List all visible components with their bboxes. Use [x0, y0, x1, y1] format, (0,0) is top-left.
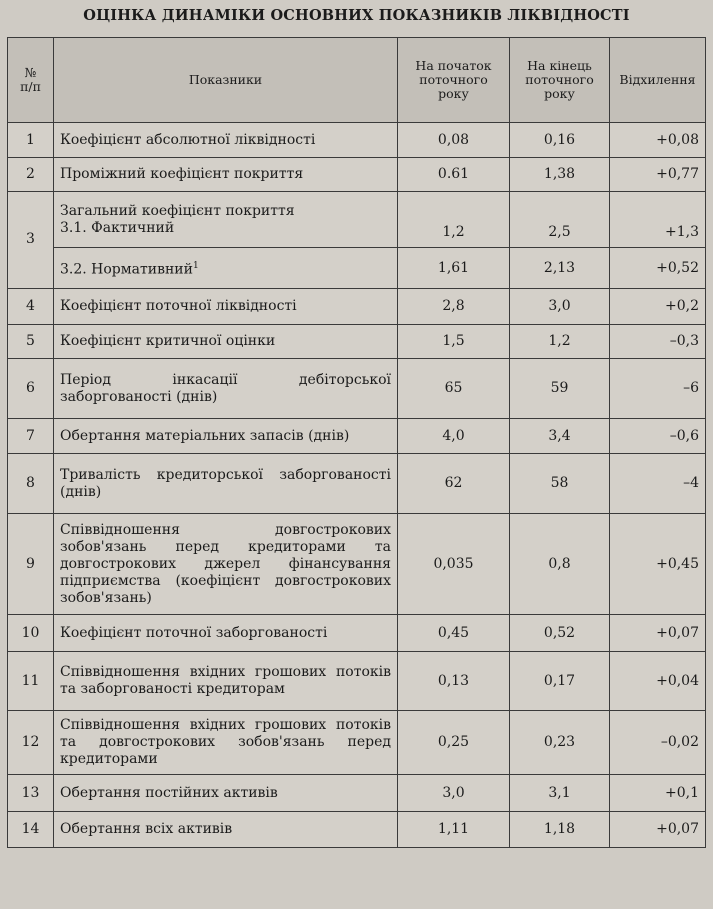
table-row	[8, 454, 706, 514]
row-indicator: Коефіцієнт абсолютної ліквідності	[54, 123, 398, 158]
row-number: 4	[8, 289, 54, 325]
row-indicator: Співвідношення вхідних грошових потоків та заборгованості кредиторам	[54, 652, 398, 711]
table-title: ОЦІНКА ДИНАМІКИ ОСНОВНИХ ПОКАЗНИКІВ ЛІКВІДНОСТІ	[83, 7, 630, 24]
table-row	[8, 652, 706, 711]
row-deviation: +0,1	[610, 775, 706, 812]
footnote-mark: 1	[192, 260, 199, 271]
table-row	[8, 123, 706, 158]
row-deviation: +0,07	[610, 812, 706, 848]
row-end-value: 3,4	[510, 419, 610, 454]
row-end-value: 1,2	[510, 325, 610, 359]
row-indicator: Загальний коефіцієнт покриття 3.1. Фактичний	[54, 192, 398, 248]
row-indicator: Коефіцієнт поточної заборгованості	[54, 615, 398, 652]
row-deviation: –6	[610, 359, 706, 419]
row-number: 14	[8, 812, 54, 848]
row-start-value: 3,0	[398, 775, 510, 812]
row-end-value: 0,23	[510, 711, 610, 775]
table-row	[8, 812, 706, 848]
row-indicator: Проміжний коефіцієнт покриття	[54, 158, 398, 192]
table-row	[8, 514, 706, 615]
row-number: 11	[8, 652, 54, 711]
header-start: На початок поточного року	[398, 38, 510, 123]
row-number: 10	[8, 615, 54, 652]
row-indicator: Обертання постійних активів	[54, 775, 398, 812]
header-indicator: Показники	[54, 38, 398, 123]
row-number: 5	[8, 325, 54, 359]
row-indicator	[54, 248, 398, 289]
row-indicator: Обертання матеріальних запасів (днів)	[54, 419, 398, 454]
row-number: 1	[8, 123, 54, 158]
row-start-value: 0,25	[398, 711, 510, 775]
row-indicator: Тривалість кредиторської заборгованості (днів)	[54, 454, 398, 514]
table-row	[8, 289, 706, 325]
row-end-value: 2,13	[510, 248, 610, 289]
row-number: 6	[8, 359, 54, 419]
row-end-value: 2,5	[510, 192, 610, 248]
row-start-value: 0,035	[398, 514, 510, 615]
row-end-value: 1,38	[510, 158, 610, 192]
table-row	[8, 775, 706, 812]
row-deviation: –4	[610, 454, 706, 514]
row-start-value: 0,13	[398, 652, 510, 711]
row-number: 12	[8, 711, 54, 775]
row-number: 8	[8, 454, 54, 514]
row-indicator-text: 3.2. Нормативний	[60, 261, 193, 278]
row-deviation: –0,02	[610, 711, 706, 775]
header-deviation: Відхилення	[610, 38, 706, 123]
table-row	[8, 192, 706, 248]
row-start-value: 0,08	[398, 123, 510, 158]
header-end: На кінець поточного року	[510, 38, 610, 123]
row-deviation: +0,77	[610, 158, 706, 192]
row-start-value: 65	[398, 359, 510, 419]
row-end-value: 0,52	[510, 615, 610, 652]
row-start-value: 2,8	[398, 289, 510, 325]
row-indicator: Співвідношення довгострокових зобов'язань перед кредиторами та довгострокових джерел фінансування підприємства (коефіцієнт довгострокових зобов'язань)	[54, 514, 398, 615]
row-end-value: 0,17	[510, 652, 610, 711]
row-end-value: 3,1	[510, 775, 610, 812]
row-end-value: 0,16	[510, 123, 610, 158]
row-deviation: +0,04	[610, 652, 706, 711]
row-indicator: Коефіцієнт критичної оцінки	[54, 325, 398, 359]
row-start-value: 1,61	[398, 248, 510, 289]
row-deviation: –0,3	[610, 325, 706, 359]
row-number: 9	[8, 514, 54, 615]
row-indicator: Коефіцієнт поточної ліквідності	[54, 289, 398, 325]
row-end-value: 59	[510, 359, 610, 419]
row-deviation: +0,2	[610, 289, 706, 325]
row-indicator: Співвідношення вхідних грошових потоків та довгострокових зобов'язань перед кредиторами	[54, 711, 398, 775]
table-row	[8, 711, 706, 775]
row-start-value: 62	[398, 454, 510, 514]
row-start-value: 1,11	[398, 812, 510, 848]
header-row	[8, 38, 706, 123]
row-deviation: +0,45	[610, 514, 706, 615]
row-start-value: 1,5	[398, 325, 510, 359]
table-row	[8, 248, 706, 289]
header-num: № п/п	[8, 38, 54, 123]
table-row	[8, 615, 706, 652]
row-start-value: 0.61	[398, 158, 510, 192]
row-end-value: 0,8	[510, 514, 610, 615]
row-start-value: 1,2	[398, 192, 510, 248]
row-number: 7	[8, 419, 54, 454]
row-deviation: +0,07	[610, 615, 706, 652]
row-indicator: Обертання всіх активів	[54, 812, 398, 848]
table-row	[8, 359, 706, 419]
row-deviation: –0,6	[610, 419, 706, 454]
row-number: 3	[8, 192, 54, 289]
row-end-value: 3,0	[510, 289, 610, 325]
row-number: 13	[8, 775, 54, 812]
table-row	[8, 325, 706, 359]
row-start-value: 0,45	[398, 615, 510, 652]
row-end-value: 1,18	[510, 812, 610, 848]
table-row	[8, 158, 706, 192]
row-deviation: +1,3	[610, 192, 706, 248]
row-indicator: Період інкасації дебіторської заборгованості (днів)	[54, 359, 398, 419]
liquidity-table	[7, 37, 706, 848]
row-number: 2	[8, 158, 54, 192]
row-deviation: +0,08	[610, 123, 706, 158]
row-end-value: 58	[510, 454, 610, 514]
table-row	[8, 419, 706, 454]
row-start-value: 4,0	[398, 419, 510, 454]
row-deviation: +0,52	[610, 248, 706, 289]
